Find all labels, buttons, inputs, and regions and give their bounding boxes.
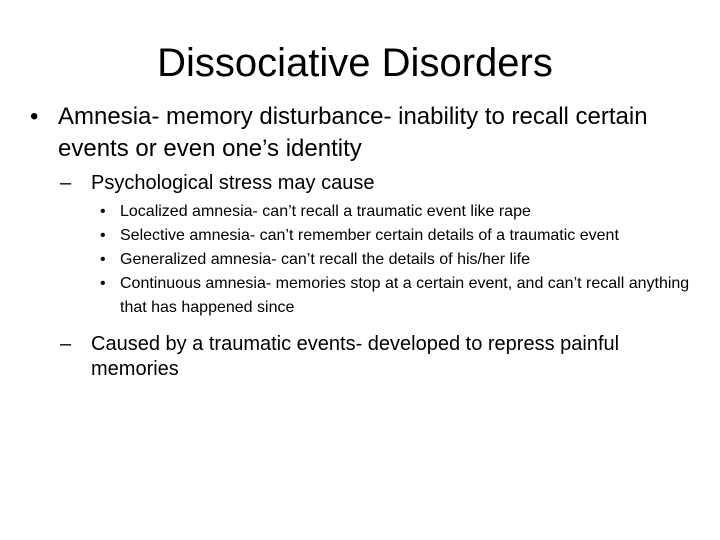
bullet-dot-icon: •: [100, 251, 106, 268]
slide-body: [30, 101, 690, 382]
list-item-text: Generalized amnesia- can’t recall the details of his/her life: [120, 251, 530, 268]
list-item-generalized-amnesia: [100, 248, 690, 272]
list-item-localized-amnesia: [100, 200, 690, 224]
list-item-text: Continuous amnesia- memories stop at a certain event, and can’t recall anything that has happened since: [120, 275, 690, 316]
list-item-continuous-amnesia: [100, 272, 690, 320]
dash-icon: –: [60, 333, 72, 355]
sub-bullet-psychological-stress-text: Psychological stress may cause: [91, 172, 375, 194]
sub-bullet-caused-by-trauma: [60, 332, 690, 382]
list-item-selective-amnesia: [100, 224, 690, 248]
list-item-text: Selective amnesia- can’t remember certain details of a traumatic event: [120, 227, 619, 244]
bullet-amnesia-text: Amnesia- memory disturbance- inability to recall certain events or even one’s identity: [58, 103, 648, 162]
bullet-dot-icon: •: [30, 103, 39, 130]
bullet-dot-icon: •: [100, 275, 106, 292]
dash-icon: –: [60, 172, 72, 194]
bullet-dot-icon: •: [100, 203, 106, 220]
bullet-amnesia: [30, 101, 690, 165]
sub-bullet-psychological-stress: [60, 171, 690, 196]
bullet-dot-icon: •: [100, 227, 106, 244]
slide-title: Dissociative Disorders: [157, 41, 553, 85]
sub-bullet-caused-by-trauma-text: Caused by a traumatic events- developed to repress painful memories: [91, 333, 620, 380]
list-item-text: Localized amnesia- can’t recall a traumatic event like rape: [120, 203, 531, 220]
amnesia-types-list: [100, 200, 690, 320]
